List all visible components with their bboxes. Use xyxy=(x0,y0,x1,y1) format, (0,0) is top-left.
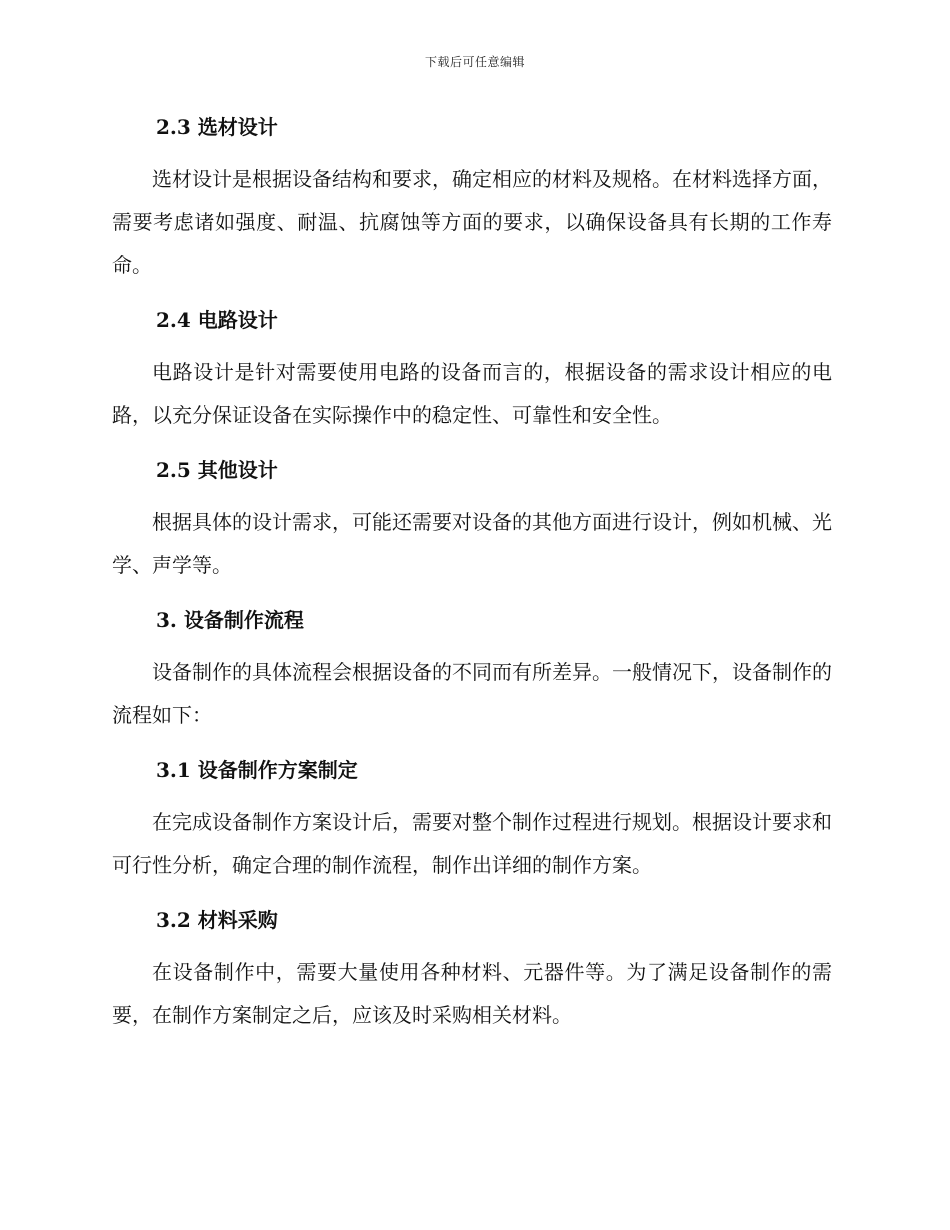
document-body xyxy=(112,108,832,1051)
section-heading-2-4: 2.4 电路设计 xyxy=(156,308,278,332)
section-heading-3: 3. 设备制作流程 xyxy=(156,608,304,632)
section-heading-2-5: 2.5 其他设计 xyxy=(156,458,278,482)
section-paragraph-3-2: 在设备制作中，需要大量使用各种材料、元器件等。为了满足设备制作的需要，在制作方案制定之后，应该及时采购相关材料。 xyxy=(112,960,832,1027)
section-paragraph-2-3: 选材设计是根据设备结构和要求，确定相应的材料及规格。在材料选择方面，需要考虑诸如强度、耐温、抗腐蚀等方面的要求，以确保设备具有长期的工作寿命。 xyxy=(112,167,832,277)
section-heading-2-3: 2.3 选材设计 xyxy=(156,115,278,139)
section-heading-3-1: 3.1 设备制作方案制定 xyxy=(156,758,358,782)
header-note: 下载后可任意编辑 xyxy=(424,55,525,69)
section-paragraph-2-5: 根据具体的设计需求，可能还需要对设备的其他方面进行设计，例如机械、光学、声学等。 xyxy=(112,510,832,577)
section-paragraph-3-1: 在完成设备制作方案设计后，需要对整个制作过程进行规划。根据设计要求和可行性分析，确定合理的制作流程，制作出详细的制作方案。 xyxy=(112,810,832,877)
section-paragraph-3: 设备制作的具体流程会根据设备的不同而有所差异。一般情况下，设备制作的流程如下： xyxy=(112,660,832,727)
section-paragraph-2-4: 电路设计是针对需要使用电路的设备而言的，根据设备的需求设计相应的电路，以充分保证设备在实际操作中的稳定性、可靠性和安全性。 xyxy=(112,360,832,427)
section-heading-3-2: 3.2 材料采购 xyxy=(156,908,278,932)
